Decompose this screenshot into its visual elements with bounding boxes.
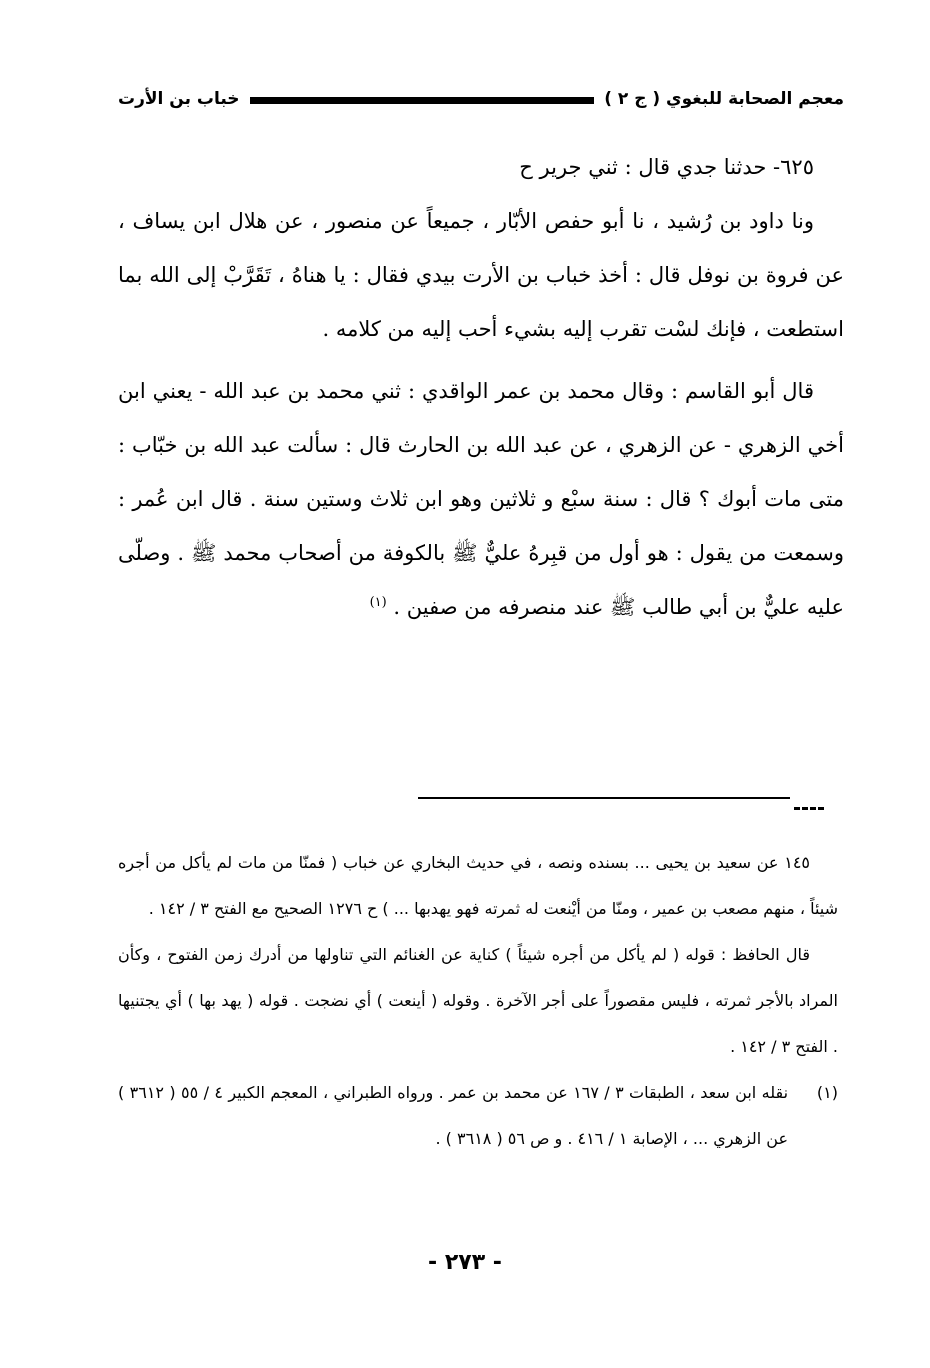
book-title: معجم الصحابة للبغوي ( ج ٢ )	[604, 89, 844, 109]
narration-text: قال أبو القاسم : وقال محمد بن عمر الواقدي : ثني محمد بن عبد الله - يعني ابن أخي الزهري - عن الزهري ، عن عبد الله بن الحارث قال : سألت عبد الله بن خبّاب : متى مات أبوك ؟ قال : سنة سبْع و ثلاثين وهو ابن ثلاث وستين سنة . قال ابن عُمر : وسمعت من يقول : هو أول من قبِرهُ عليٌّ ﷺ بالكوفة من أصحاب محمد ﷺ . وصلّى عليه عليٌّ بن أبي طالب ﷺ عند منصرفه من صفين .	[118, 379, 844, 619]
footnote-number: (١)	[816, 1083, 838, 1102]
section-title: خباب بن الأرت	[118, 89, 240, 109]
footnote-dash	[794, 807, 824, 810]
footnote-text: نقله ابن سعد ، الطبقات ٣ / ١٦٧ عن محمد بن عمر . ورواه الطبراني ، المعجم الكبير ٤ / ٥٥ ( ٣٦١٢ ) عن الزهري ... ، الإصابة ١ / ٤١٦ . و ص ٥٦ ( ٣٦١٨ ) .	[118, 1083, 789, 1148]
footnote-separator	[418, 797, 790, 799]
page-number: - ٢٧٣ -	[428, 1250, 502, 1275]
narration-paragraph	[118, 364, 844, 634]
footnote-marker: (١)	[369, 595, 387, 610]
running-header	[118, 84, 844, 114]
header-rule	[250, 97, 595, 102]
footnote-continuation: ١٤٥ عن سعيد بن يحيى ... بسنده ونصه ، في حديث البخاري عن خباب ( فمنّا من مات لم يأكل من أجره شيئاً ، منهم مصعب بن عمير ، ومنّا من أيْنعت له ثمرته فهو يهدبها ... ) ح ١٢٧٦ الصحيح مع الفتح ٣ / ١٤٢ .	[118, 853, 838, 918]
footnotes	[118, 840, 838, 1162]
hadith-paragraph: ونا داود بن رُشيد ، نا أبو حفص الأبّار ، جميعاً عن منصور ، عن هلال ابن يساف ، عن فروة بن نوفل قال : أخذ خباب بن الأرت بيدي فقال : يا هناهُ ، تَقَرَّبْ إلى الله بما استطعت ، فإنك لسْت تقرب إليه بشيء أحب إليه من كلامه .	[118, 209, 844, 341]
hadith-number-line: ٦٢٥- حدثنا جدي قال : ثني جرير ح	[519, 155, 814, 179]
main-text	[118, 140, 844, 634]
footnote-item	[118, 1070, 838, 1162]
footnote-commentary: قال الحافظ : قوله ( لم يأكل من أجره شيئاً ) كناية عن الغنائم التي تناولها من أدرك زمن الفتوح ، وكأن المراد بالأجر ثمرته ، فليس مقصوراً على أجر الآخرة . وقوله ( أينعت ) أي نضجت . قوله ( يهد بها ) أي يجتنيها . الفتح ٣ / ١٤٢ .	[118, 945, 838, 1056]
